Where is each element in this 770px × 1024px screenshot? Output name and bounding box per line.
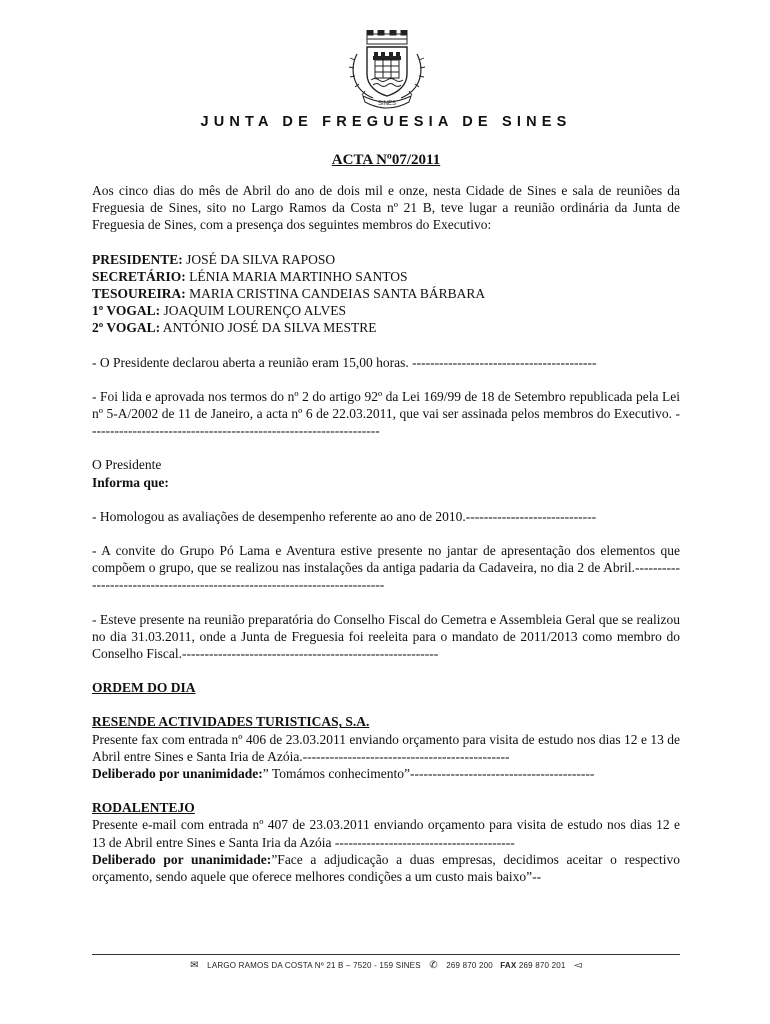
phone-icon: ✆ [429, 960, 438, 971]
informs-label: Informa que: [92, 474, 169, 490]
inform-item: - Homologou as avaliações de desempenho referente ao ano de 2010.----------------------------- [92, 508, 597, 524]
footer-phone: 269 870 200 [446, 961, 493, 970]
member-role: PRESIDENTE: [92, 251, 183, 267]
decision-label: Deliberado por unanimidade: [92, 851, 272, 867]
member-row [92, 251, 680, 268]
president-label: O Presidente [92, 457, 162, 473]
agenda-item [92, 713, 680, 782]
member-role: 2º VOGAL: [92, 320, 161, 336]
footer-divider [92, 954, 680, 955]
decision-text: ” Tomámos conhecimento”----------------------------------------- [262, 766, 595, 782]
member-role: TESOUREIRA: [92, 286, 186, 302]
decision-label: Deliberado por unanimidade: [92, 766, 263, 782]
document-title: ACTA Nº07/2011 [331, 152, 441, 168]
envelope-icon: ✉ [190, 960, 199, 971]
member-name: MARIA CRISTINA CANDEIAS SANTA BÁRBARA [189, 286, 486, 302]
intro-paragraph: Aos cinco dias do mês de Abril do ano de dois mil e onze, nesta Cidade de Sines e sala de reuniões da Freguesia de Sines, sito no Largo Ramos da Costa nº 21 B, teve lugar a reunião ordinária da Junta de Freguesia de Sines, com a presença dos seguintes membros do Executivo: [92, 183, 680, 233]
agenda-item-decision [92, 765, 680, 782]
member-name: JOAQUIM LOURENÇO ALVES [163, 303, 346, 319]
agenda-item-text: Presente e-mail com entrada nº 407 de 23.03.2011 enviando orçamento para visita de estudo nos dias 12 e 13 de Abril entre Sines e Santa Iria da Azóia ---------------------------------------- [92, 817, 680, 850]
footer-fax: 269 870 201 [518, 961, 566, 970]
crest-ribbon-label: SINES [377, 101, 397, 107]
page-footer [92, 960, 680, 971]
member-name: LÉNIA MARIA MARTINHO SANTOS [189, 268, 408, 284]
agenda-item [92, 799, 680, 885]
member-row [92, 319, 680, 336]
member-row [92, 268, 680, 285]
agenda-item-decision [92, 851, 680, 885]
member-row [92, 302, 680, 319]
opening-paragraph: - O Presidente declarou aberta a reunião eram 15,00 horas. ----------------------------------------- [92, 354, 597, 370]
member-list [92, 251, 680, 337]
agenda-item-heading: RODALENTEJO [92, 800, 195, 816]
member-role: 1º VOGAL: [92, 303, 161, 319]
agenda-title: ORDEM DO DIA [92, 680, 196, 696]
footer-address: LARGO RAMOS DA COSTA Nº 21 B – 7520 - 159 SINES [207, 961, 421, 970]
agenda-item-text: Presente fax com entrada nº 406 de 23.03.2011 enviando orçamento para visita de estudo nos dias 12 e 13 de Abril entre Sines e Santa Iria de Azóia.---------------------------------------------- [92, 731, 680, 764]
inform-item: - A convite do Grupo Pó Lama e Aventura estive presente no jantar de apresentação dos elementos que compõem o grupo, que se realizou nas instalações da antiga padaria da Cadaveira, no dia 2 de Abril.--------------------------------------------------------------------------- [92, 543, 680, 593]
member-name: ANTÓNIO JOSÉ DA SILVA MESTRE [162, 320, 377, 336]
member-role: SECRETÁRIO: [92, 268, 186, 284]
organization-title: JUNTA DE FREGUESIA DE SINES [200, 114, 572, 130]
agenda-item-heading: RESENDE ACTIVIDADES TURISTICAS, S.A. [92, 714, 370, 730]
coat-of-arms-logo [343, 30, 431, 110]
document-body [92, 182, 680, 885]
decision-text: ”Face a adjudicação a duas empresas, decidimos aceitar o respectivo orçamento, sendo aquele que oferece melhores condições a um custo mais baixo”-- [92, 851, 681, 885]
member-row [92, 285, 680, 302]
approval-paragraph: - Foi lida e aprovada nos termos do nº 2 do artigo 92º da Lei 169/99 de 18 de Setembro republicada pela Lei nº 5-A/2002 de 11 de Janeiro, a acta nº 6 de 22.03.2011, que vai ser assinada pelos membros do Executivo. ----------------------------------------------------------------- [92, 388, 680, 439]
footer-fax-label: FAX [500, 961, 517, 970]
member-name: JOSÉ DA SILVA RAPOSO [186, 251, 336, 267]
fax-icon: ◅ [573, 960, 582, 971]
inform-item: - Esteve presente na reunião preparatória do Conselho Fiscal do Cemetra e Assembleia Geral que se realizou no dia 31.03.2011, onde a Junta de Freguesia foi reeleita para o mandato de 2011/2013 como membro do Conselho Fiscal.--------------------------------------------------------- [92, 611, 680, 662]
